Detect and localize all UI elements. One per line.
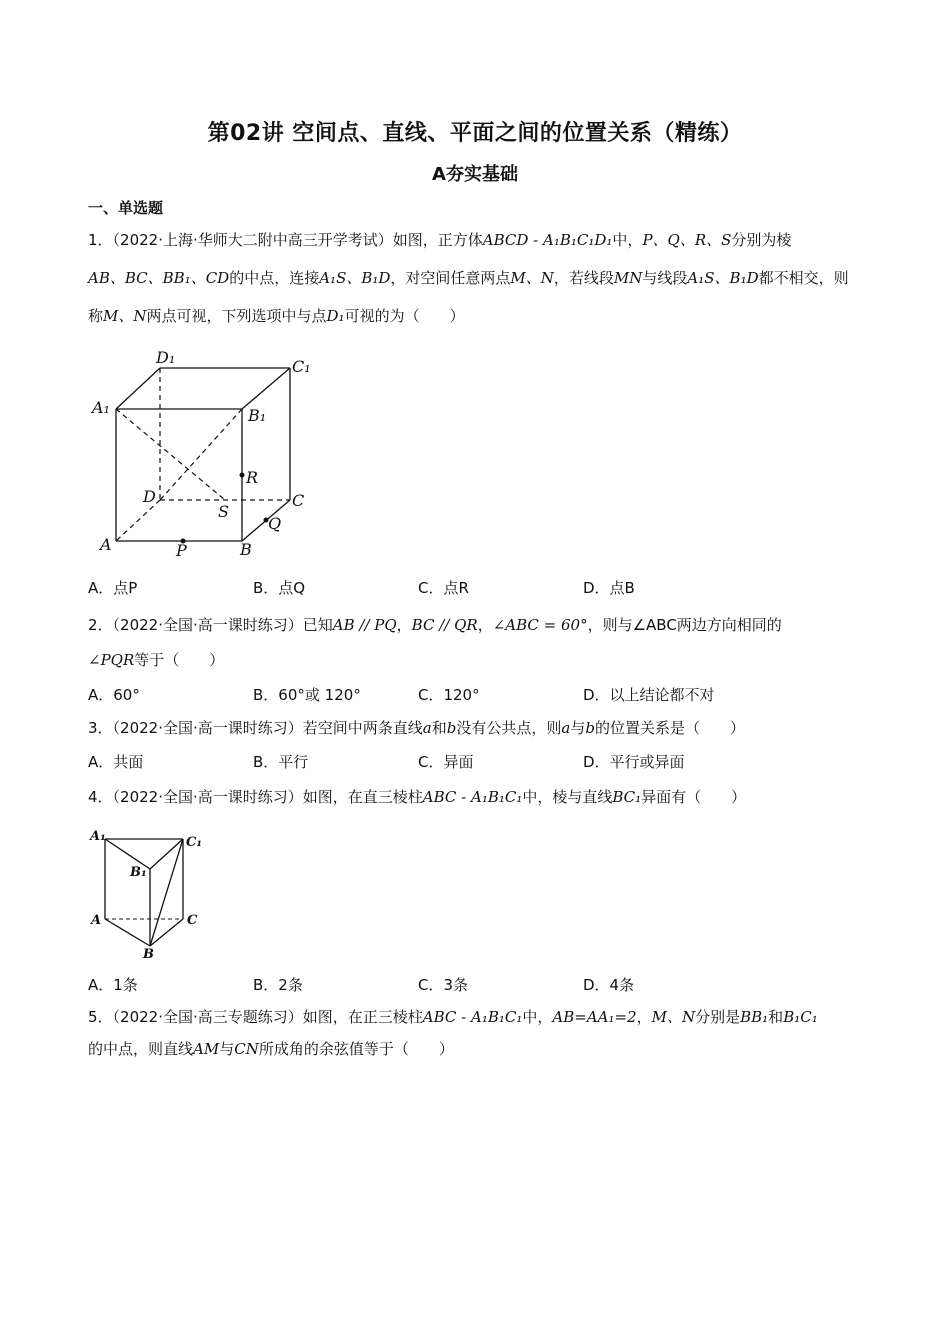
- q4-options: [88, 974, 868, 996]
- q4-option-d[interactable]: D．4条: [583, 976, 635, 994]
- label-d1: D₁: [156, 348, 176, 367]
- label-c1: C₁: [292, 357, 311, 376]
- label-b1: B₁: [248, 406, 267, 425]
- q3-option-c[interactable]: C．异面: [418, 753, 474, 771]
- q4-option-b[interactable]: B．2条: [253, 976, 303, 994]
- q1-line-3: 称M、N两点可视，下列选项中与点D₁可视的为（ ）: [88, 307, 465, 325]
- page-title: 第02讲 空间点、直线、平面之间的位置关系（精练）: [207, 121, 743, 146]
- label-p: P: [176, 541, 187, 560]
- q1-option-d[interactable]: D．点B: [583, 579, 635, 597]
- q3-option-b[interactable]: B．平行: [253, 753, 309, 771]
- q2-option-c[interactable]: C．120°: [418, 686, 480, 704]
- q4-option-c[interactable]: C．3条: [418, 976, 469, 994]
- label-s: S: [218, 502, 229, 521]
- label-a1: A₁: [92, 398, 110, 417]
- q2-option-d[interactable]: D．以上结论都不对: [583, 686, 715, 704]
- q2-option-a[interactable]: A．60°: [88, 686, 140, 704]
- label-r: R: [246, 468, 259, 487]
- q5-line-1: 5．（2022·全国·高三专题练习）如图，在正三棱柱ABC - A₁B₁C₁中，AB=AA₁=2，M、N分别是BB₁和B₁C₁: [88, 1008, 818, 1026]
- q1-line-1: 1．（2022·上海·华师大二附中高三开学考试）如图，正方体ABCD - A₁B₁C₁D₁中，P、Q、R、S分别为棱: [88, 231, 792, 249]
- q2-line-1: 2．（2022·全国·高一课时练习）已知AB // PQ，BC // QR，∠ABC = 60°，则与∠ABC两边方向相同的: [88, 616, 782, 634]
- section-heading: 一、单选题: [88, 199, 164, 217]
- q5-line-2: 的中点，则直线AM与CN所成角的余弦值等于（ ）: [88, 1040, 454, 1058]
- label-q: Q: [268, 514, 282, 533]
- q1-options: [88, 577, 868, 599]
- label-b1: B₁: [130, 865, 147, 880]
- cube-figure: [88, 345, 328, 565]
- q1-option-a[interactable]: A．点P: [88, 579, 138, 597]
- q1-option-c[interactable]: C．点R: [418, 579, 469, 597]
- q1-option-b[interactable]: B．点Q: [253, 579, 306, 597]
- page-subtitle: A夯实基础: [432, 164, 518, 185]
- label-a: A: [91, 913, 102, 928]
- q2-line-2: ∠PQR等于（ ）: [88, 651, 225, 669]
- label-d: D: [143, 487, 156, 506]
- q3-option-a[interactable]: A．共面: [88, 753, 144, 771]
- label-b: B: [240, 540, 252, 559]
- label-b: B: [143, 947, 154, 962]
- label-c: C: [187, 913, 198, 928]
- q4-line-1: 4．（2022·全国·高一课时练习）如图，在直三棱柱ABC - A₁B₁C₁中，棱与直线BC₁异面有（ ）: [88, 788, 747, 806]
- label-c1: C₁: [186, 835, 203, 850]
- label-a1: A₁: [90, 829, 106, 844]
- q2-options: [88, 684, 868, 706]
- q4-option-a[interactable]: A．1条: [88, 976, 138, 994]
- label-c: C: [292, 491, 305, 510]
- label-a: A: [100, 535, 112, 554]
- q3-options: [88, 751, 868, 773]
- q2-option-b[interactable]: B．60°或 120°: [253, 686, 361, 704]
- prism-figure: [88, 824, 218, 962]
- q3-option-d[interactable]: D．平行或异面: [583, 753, 685, 771]
- q3-line-1: 3．（2022·全国·高一课时练习）若空间中两条直线a和b没有公共点，则a与b的位置关系是（ ）: [88, 719, 745, 737]
- q1-line-2: AB、BC、BB₁、CD的中点，连接A₁S、B₁D，对空间任意两点M、N，若线段MN与线段A₁S、B₁D都不相交，则: [88, 269, 849, 287]
